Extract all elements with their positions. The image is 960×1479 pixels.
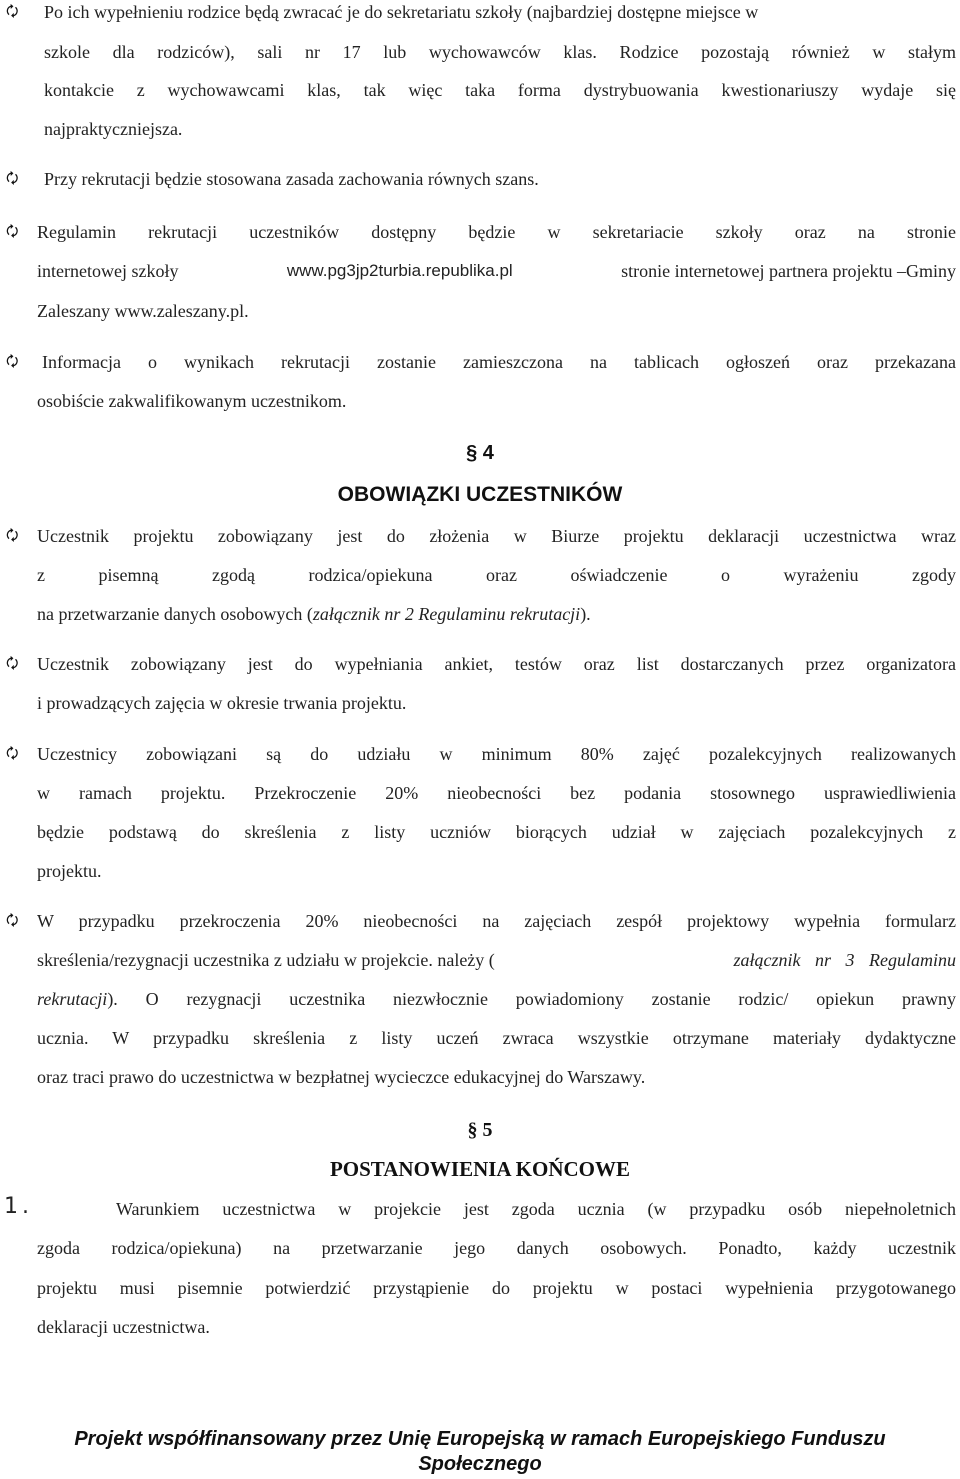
text-line [37,603,591,625]
bullet-icon: 🗘 [6,746,19,762]
text-line: będzie podstawą do skreślenia z listy uczniów biorących udział w zajęciach pozalekcyjnych z [37,822,956,842]
bullet-icon: 🗘 [6,224,19,240]
text-line: szkole dla rodziców), sali nr 17 lub wychowawców klas. Rodzice pozostają również w stałym [44,42,956,62]
text-fragment: skreślenia/rezygnacji uczestnika z udziału w projekcie. należy ( [37,950,495,970]
text-line: oraz traci prawo do uczestnictwa w bezpłatnej wycieczce edukacyjnej do Warszawy. [37,1067,646,1087]
section-number: § 5 [467,1119,493,1141]
bullet-icon: 🗘 [6,913,19,929]
text-line: Przy rekrutacji będzie stosowana zasada zachowania równych szans. [44,169,539,189]
text-line: kontakcie z wychowawcami klas, tak więc taka forma dystrybuowania kwestionariuszy wydaje się [44,80,956,100]
text-line: Po ich wypełnieniu rodzice będą zwracać je do sekretariatu szkoły (najbardziej dostępne miejsce w [44,2,759,22]
bullet-icon: 🗘 [6,354,19,370]
section-number: § 4 [466,442,494,464]
text-line: Informacja o wynikach rekrutacji zostanie zamieszczona na tablicach ogłoszeń oraz przekazana [42,352,956,372]
section-title: OBOWIĄZKI UCZESTNIKÓW [337,483,623,506]
section-title: POSTANOWIENIA KOŃCOWE [329,1157,631,1181]
text-line: deklaracji uczestnictwa. [37,1317,210,1337]
footer-line: Projekt współfinansowany przez Unię Europejską w ramach Europejskiego Funduszu [74,1428,886,1450]
text-line: Zaleszany www.zaleszany.pl. [37,301,249,321]
text-line: Warunkiem uczestnictwa w projekcie jest zgoda ucznia (w przypadku osób niepełnoletnich [116,1199,956,1219]
text-line: Regulamin rekrutacji uczestników dostępny będzie w sekretariacie szkoły oraz na stronie [37,222,956,242]
text-line: W przypadku przekroczenia 20% nieobecności na zajęciach zespół projektowy wypełnia formularz [37,911,956,931]
text-line: i prowadzących zajęcia w okresie trwania projektu. [37,693,407,713]
text-line [37,260,956,282]
text-line: w ramach projektu. Przekroczenie 20% nieobecności bez podania stosownego usprawiedliwienia [37,783,956,803]
attachment-reference: załącznik nr 2 Regulaminu rekrutacji [312,604,581,624]
text-line: Uczestnik zobowiązany jest do wypełniania ankiet, testów oraz list dostarczanych przez organizatora [37,654,956,674]
text-line [37,988,956,1010]
text-line [37,949,956,971]
school-website-link[interactable]: www.pg3jp2turbia.republika.pl [286,261,513,280]
text-fragment: ). O rezygnacji uczestnika niezwłocznie powiadomiony zostanie rodzic/ opiekun prawny [107,989,956,1009]
text-fragment: stronie internetowej partnera projektu –Gminy [621,261,956,281]
text-fragment: ). [580,604,591,624]
text-line: projektu. [37,861,102,881]
text-line: Uczestnik projektu zobowiązany jest do złożenia w Biurze projektu deklaracji uczestnictwa wraz [37,526,956,546]
footer-line: Społecznego [418,1453,542,1475]
text-line: ucznia. W przypadku skreślenia z listy uczeń zwraca wszystkie otrzymane materiały dydaktyczne [37,1028,956,1048]
text-line: osobiście zakwalifikowanym uczestnikom. [37,391,347,411]
bullet-icon: 🗘 [6,4,19,20]
attachment-reference: załącznik nr 3 Regulaminu [733,950,956,970]
text-fragment: rekrutacji [37,989,108,1009]
text-line: z pisemną zgodą rodzica/opiekuna oraz oświadczenie o wyrażeniu zgody [37,565,956,585]
text-fragment: internetowej szkoły [37,261,179,281]
bullet-icon: 🗘 [6,171,19,187]
bullet-icon: 🗘 [6,656,19,672]
bullet-icon: 🗘 [6,528,19,544]
text-fragment: na przetwarzanie danych osobowych ( [37,604,313,624]
text-line: Uczestnicy zobowiązani są do udziału w minimum 80% zajęć pozalekcyjnych realizowanych [37,744,956,764]
numbered-item-marker: 1. [4,1194,33,1219]
text-line: najpraktyczniejsza. [44,119,183,139]
text-line: projektu musi pisemnie potwierdzić przystąpienie do projektu w postaci wypełnienia przygotowanego [37,1278,956,1298]
text-line: zgoda rodzica/opiekuna) na przetwarzanie jego danych osobowych. Ponadto, każdy uczestnik [37,1238,956,1258]
